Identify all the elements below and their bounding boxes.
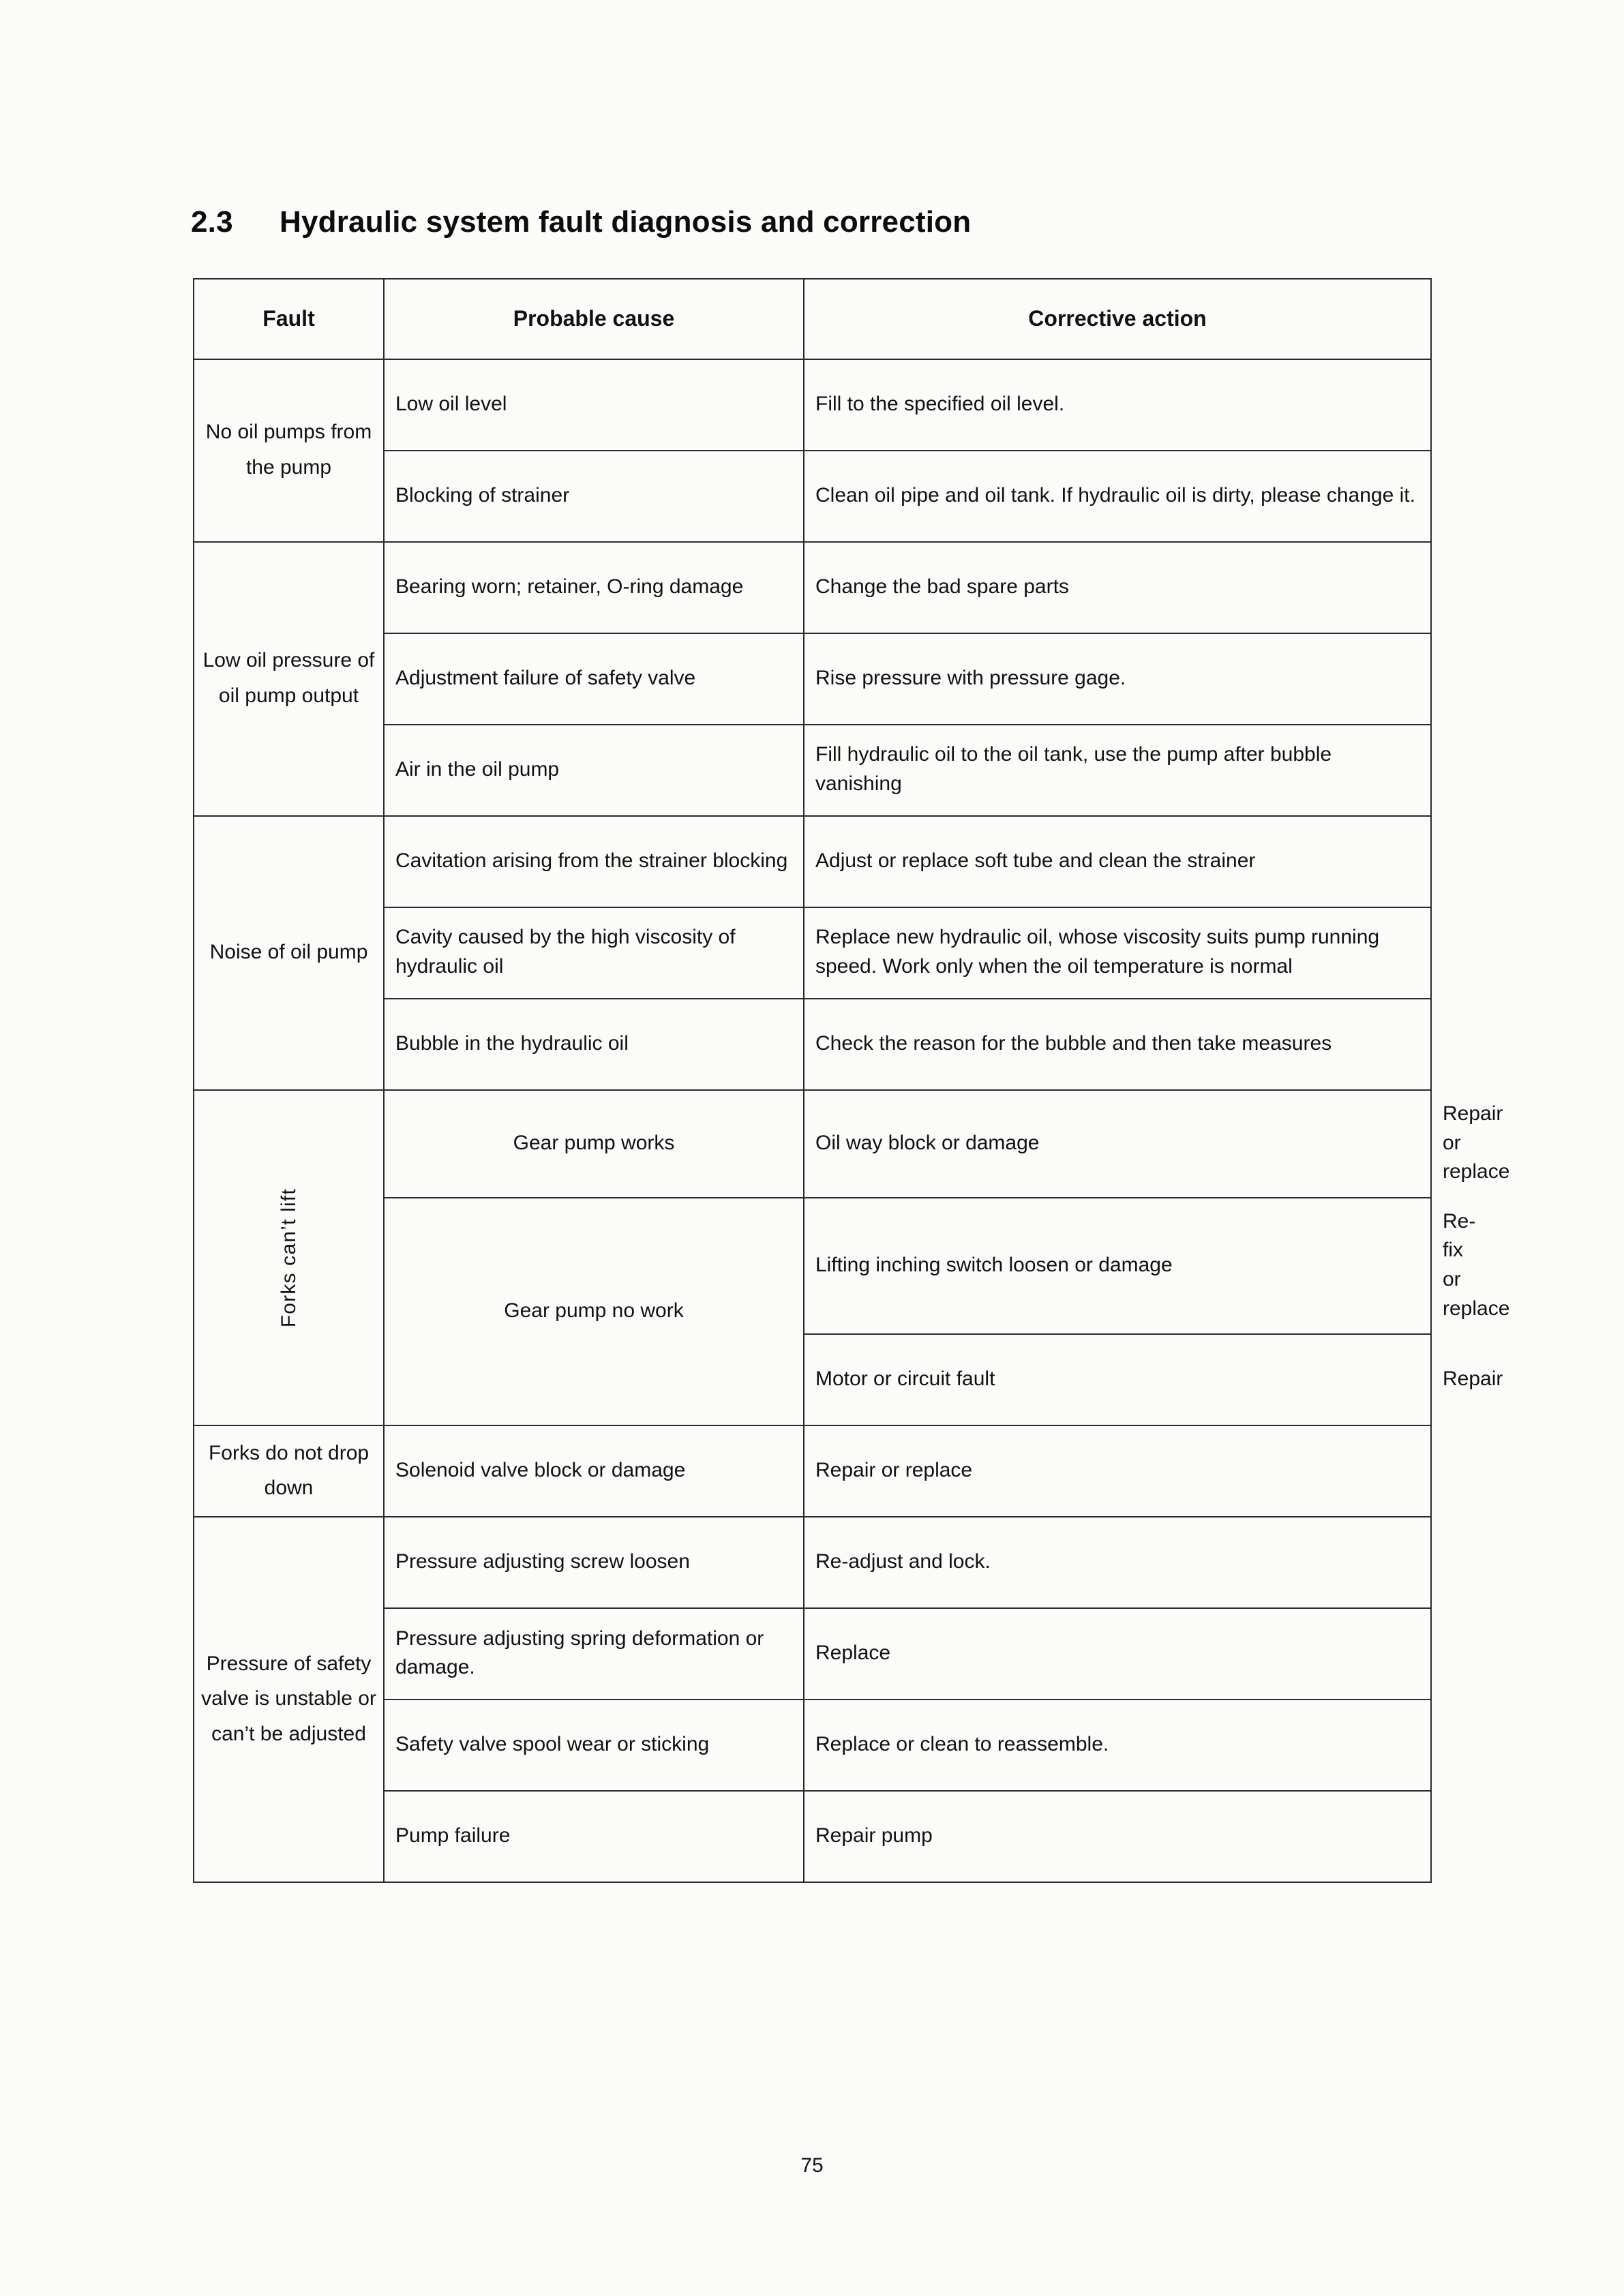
action-cell: Rise pressure with pressure gage. xyxy=(804,633,1431,725)
action-cell: Clean oil pipe and oil tank. If hydraulic oil is dirty, please change it. xyxy=(804,451,1431,542)
action-cell: Check the reason for the bubble and then take measures xyxy=(804,999,1431,1090)
table-row xyxy=(194,359,1431,451)
cause-cell: Oil way block or damage xyxy=(804,1090,1431,1198)
action-cell: Change the bad spare parts xyxy=(804,542,1431,633)
table-row xyxy=(194,816,1431,907)
table-header-row xyxy=(194,279,1431,359)
cause-cell: Bearing worn; retainer, O-ring damage xyxy=(384,542,804,633)
cause-cell: Solenoid valve block or damage xyxy=(384,1425,804,1517)
cause-cell: Pressure adjusting spring deformation or damage. xyxy=(384,1608,804,1700)
table-row xyxy=(194,1425,1431,1517)
table-row: Gear pump no work Lifting inching switch loosen or damage Re-fix or replace xyxy=(194,1198,1431,1334)
page-number: 75 xyxy=(800,2154,824,2177)
cause-cell: Blocking of strainer xyxy=(384,451,804,542)
section-number: 2.3 xyxy=(191,205,233,239)
table-row: Motor or circuit fault Repair xyxy=(194,1334,1431,1425)
table-row xyxy=(194,1517,1431,1608)
action-cell: Replace or clean to reassemble. xyxy=(804,1700,1431,1791)
fault-group-label: Noise of oil pump xyxy=(194,816,384,1090)
action-cell: Fill to the specified oil level. xyxy=(804,359,1431,451)
action-cell: Repair pump xyxy=(804,1791,1431,1882)
cause-cell: Cavitation arising from the strainer blocking xyxy=(384,816,804,907)
fault-group-label: Low oil pressure of oil pump output xyxy=(194,542,384,816)
fault-subgroup-label: Gear pump works xyxy=(384,1090,804,1198)
table-row xyxy=(194,542,1431,633)
cause-cell: Air in the oil pump xyxy=(384,725,804,816)
action-cell: Fill hydraulic oil to the oil tank, use the pump after bubble vanishing xyxy=(804,725,1431,816)
table-row: Forks can’t lift Gear pump works Oil way block or damage Repair or replace xyxy=(194,1090,1431,1198)
cause-cell: Safety valve spool wear or sticking xyxy=(384,1700,804,1791)
section-heading xyxy=(191,205,971,239)
cause-cell: Low oil level xyxy=(384,359,804,451)
cause-cell: Pump failure xyxy=(384,1791,804,1882)
action-cell: Replace xyxy=(804,1608,1431,1700)
fault-diagnosis-table xyxy=(193,278,1510,1883)
column-header-fault: Fault xyxy=(194,279,384,359)
fault-group-label: Forks do not drop down xyxy=(194,1425,384,1517)
cause-cell: Pressure adjusting screw loosen xyxy=(384,1517,804,1608)
action-cell: Adjust or replace soft tube and clean the strainer xyxy=(804,816,1431,907)
cause-cell: Adjustment failure of safety valve xyxy=(384,633,804,725)
fault-subgroup-label: Gear pump no work xyxy=(384,1198,804,1425)
action-cell: Re-adjust and lock. xyxy=(804,1517,1431,1608)
fault-group-label: Pressure of safety valve is unstable or can’t be adjusted xyxy=(194,1517,384,1882)
table-body xyxy=(194,359,1510,1882)
cause-cell: Lifting inching switch loosen or damage xyxy=(804,1198,1431,1334)
action-cell: Repair or replace xyxy=(804,1425,1431,1517)
column-header-cause: Probable cause xyxy=(384,279,804,359)
forks-cant-lift-label: Forks can’t lift xyxy=(277,1188,300,1328)
column-header-action: Corrective action xyxy=(804,279,1431,359)
page-title: Hydraulic system fault diagnosis and correction xyxy=(280,205,972,239)
cause-cell: Cavity caused by the high viscosity of hydraulic oil xyxy=(384,907,804,999)
action-cell: Replace new hydraulic oil, whose viscosity suits pump running speed. Work only when the oil temperature is normal xyxy=(804,907,1431,999)
fault-group-label: No oil pumps from the pump xyxy=(194,359,384,542)
cause-cell: Motor or circuit fault xyxy=(804,1334,1431,1425)
cause-cell: Bubble in the hydraulic oil xyxy=(384,999,804,1090)
fault-group-label-vertical xyxy=(194,1090,384,1425)
table-header xyxy=(194,279,1431,359)
